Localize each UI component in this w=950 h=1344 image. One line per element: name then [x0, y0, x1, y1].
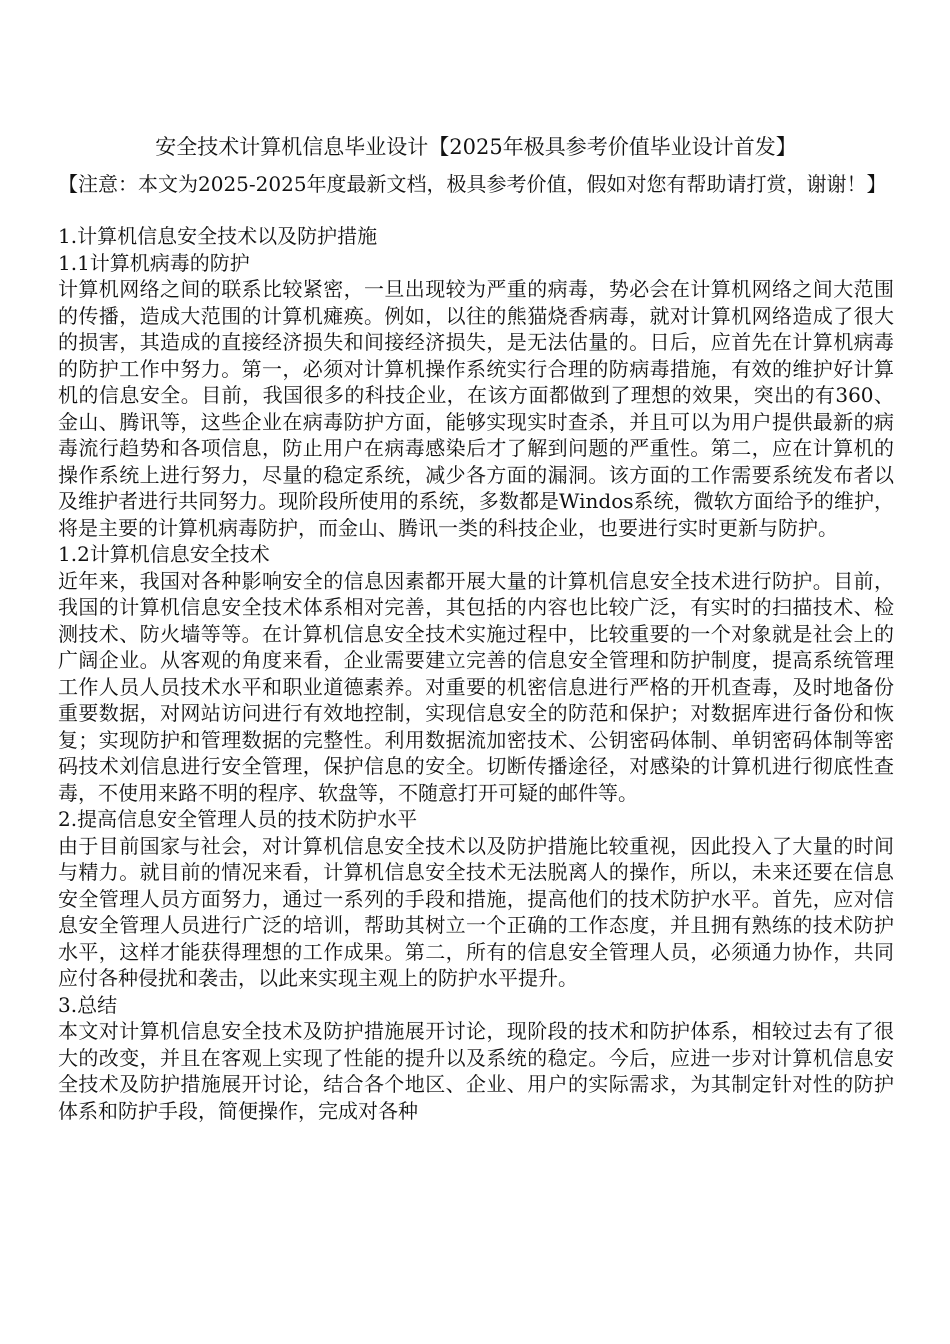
document-page — [58, 132, 894, 1124]
section-paragraph: 计算机网络之间的联系比较紧密，一旦出现较为严重的病毒，势必会在计算机网络之间大范围的传播，造成大范围的计算机瘫痪。例如，以往的熊猫烧香病毒，就对计算机网络造成了很大的损害，其造成的直接经济损失和间接经济损失，是无法估量的。日后，应首先在计算机病毒的防护工作中努力。第一，必须对计算机操作系统实行合理的防病毒措施，有效的维护好计算机的信息安全。目前，我国很多的科技企业，在该方面都做到了理想的效果，突出的有360、金山、腾讯等，这些企业在病毒防护方面，能够实现实时查杀，并且可以为用户提供最新的病毒流行趋势和各项信息，防止用户在病毒感染后才了解到问题的严重性。第二，应在计算机的操作系统上进行努力，尽量的稳定系统，减少各方面的漏洞。该方面的工作需要系统发布者以及维护者进行共同努力。现阶段所使用的系统，多数都是Windos系统，微软方面给予的维护，将是主要的计算机病毒防护，而金山、腾讯一类的科技企业，也要进行实时更新与防护。 — [58, 277, 894, 540]
section-heading: 3.总结 — [58, 992, 118, 1017]
section-heading: 1.计算机信息安全技术以及防护措施 — [58, 224, 378, 248]
section-2 — [58, 806, 894, 992]
section-1-1 — [58, 250, 894, 542]
section-paragraph: 由于目前国家与社会，对计算机信息安全技术以及防护措施比较重视，因此投入了大量的时间与精力。就目前的情况来看，计算机信息安全技术无法脱离人的操作，所以，未来还要在信息安全管理人员方面努力，通过一系列的手段和措施，提高他们的技术防护水平。首先，应对信息安全管理人员进行广泛的培训，帮助其树立一个正确的工作态度，并且拥有熟练的技术防护水平，这样才能获得理想的工作成果。第二，所有的信息安全管理人员，必须通力协作，共同应付各种侵扰和袭击，以此来实现主观上的防护水平提升。 — [58, 833, 894, 990]
section-1-2 — [58, 541, 894, 806]
document-notice: 【注意：本文为2025-2025年度最新文档，极具参考价值，假如对您有帮助请打赏，谢谢！】 — [58, 172, 887, 196]
section-paragraph: 近年来，我国对各种影响安全的信息因素都开展大量的计算机信息安全技术进行防护。目前，我国的计算机信息安全技术体系相对完善，其包括的内容也比较广泛，有实时的扫描技术、检测技术、防火墙等等。在计算机信息安全技术实施过程中，比较重要的一个对象就是社会上的广阔企业。从客观的角度来看，企业需要建立完善的信息安全管理和防护制度，提高系统管理工作人员人员技术水平和职业道德素养。对重要的机密信息进行严格的开机查毒，及时地备份重要数据，对网站访问进行有效地控制，实现信息安全的防范和保护；对数据库进行备份和恢复；实现防护和管理数据的完整性。利用数据流加密技术、公钥密码体制、单钥密码体制等密码技术刘信息进行安全管理，保护信息的安全。切断传播途径，对感染的计算机进行彻底性查毒，不使用来路不明的程序、软盘等，不随意打开可疑的邮件等。 — [58, 568, 894, 805]
document-title: 安全技术计算机信息毕业设计【2025年极具参考价值毕业设计首发】 — [155, 135, 797, 159]
section-3 — [58, 992, 894, 1125]
section-heading: 1.1计算机病毒的防护 — [58, 250, 250, 275]
section-paragraph: 本文对计算机信息安全技术及防护措施展开讨论，现阶段的技术和防护体系，相较过去有了很大的改变，并且在客观上实现了性能的提升以及系统的稳定。今后，应进一步对计算机信息安全技术及防护措施展开讨论，结合各个地区、企业、用户的实际需求，为其制定针对性的防护体系和防护手段，简便操作，完成对各种 — [58, 1019, 894, 1123]
section-heading: 1.2计算机信息安全技术 — [58, 542, 270, 566]
section-1 — [58, 223, 894, 250]
section-heading: 2.提高信息安全管理人员的技术防护水平 — [58, 807, 418, 831]
